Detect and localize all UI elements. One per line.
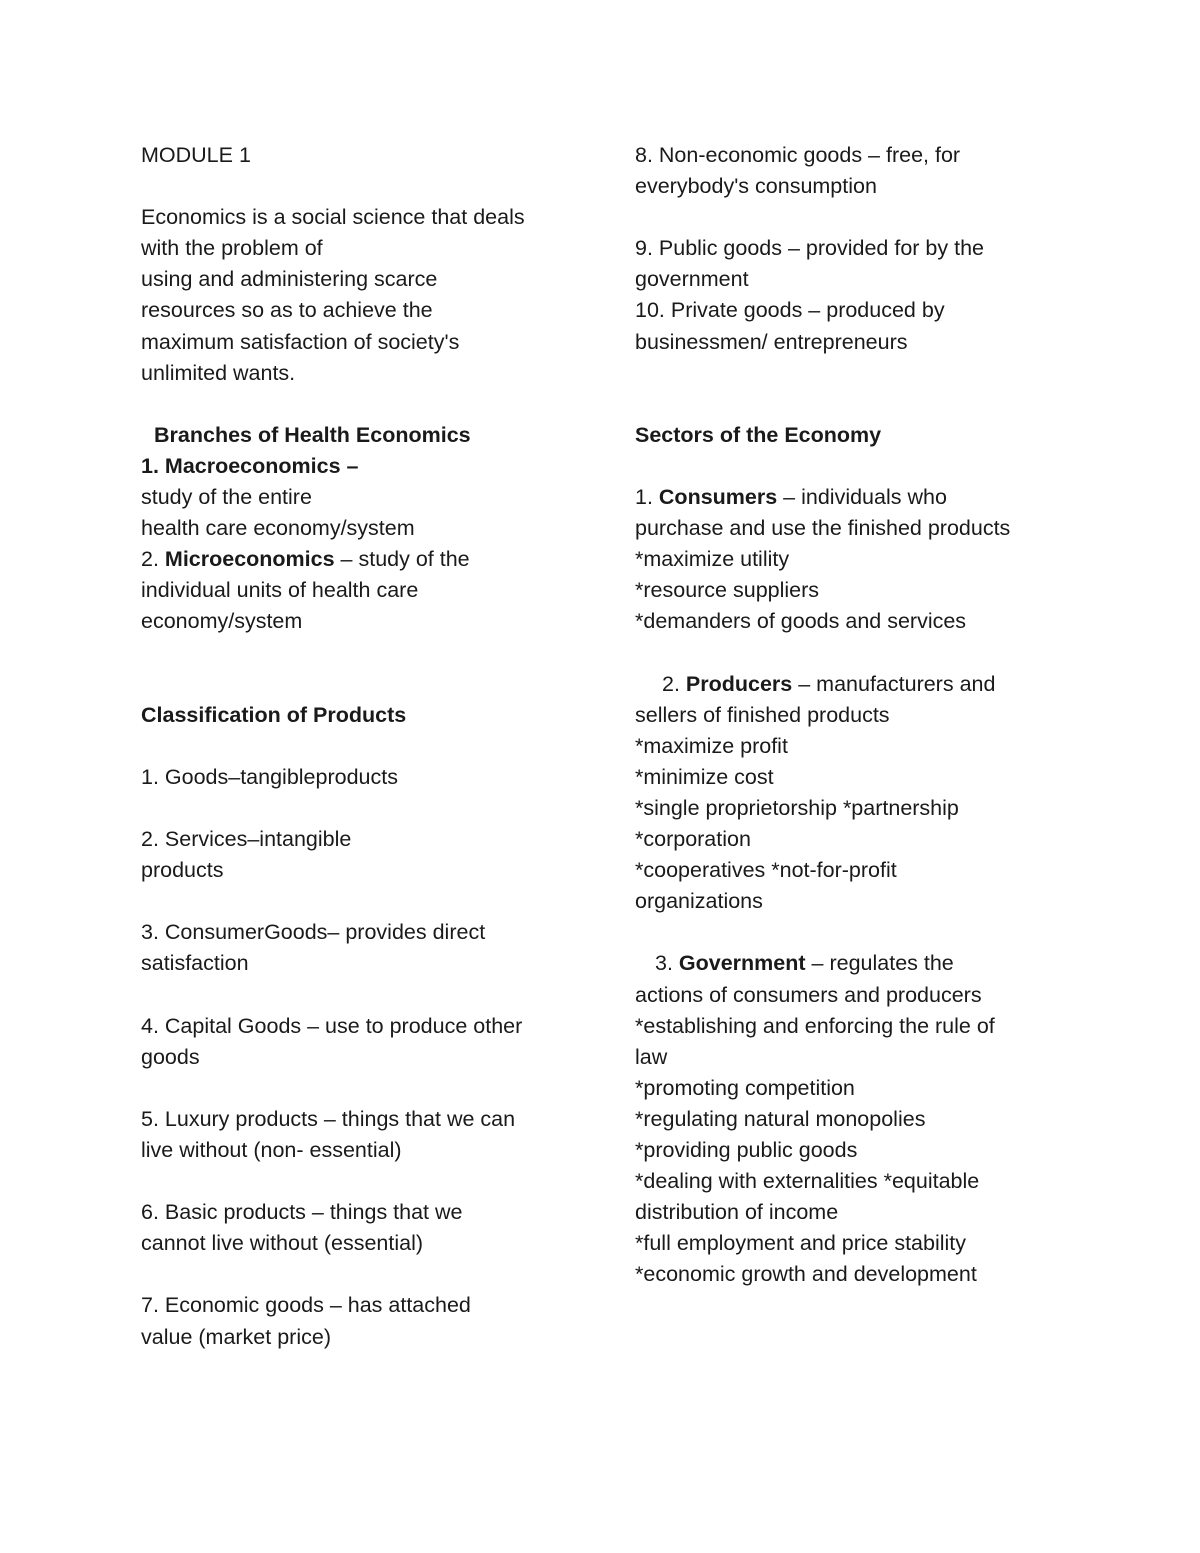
producers-detail: *maximize profit xyxy=(635,733,788,758)
list-item: businessmen/ entrepreneurs xyxy=(635,329,908,354)
government-detail: *economic growth and development xyxy=(635,1262,977,1287)
list-item: 2. Services–intangible xyxy=(141,827,352,852)
microeconomics-desc: economy/system xyxy=(141,609,303,634)
government-detail: *dealing with externalities *equitable xyxy=(635,1169,980,1194)
consumers-detail: purchase and use the finished products xyxy=(635,516,1011,541)
producers-block xyxy=(635,669,1075,918)
consumers-detail: *resource suppliers xyxy=(635,578,820,603)
list-item: satisfaction xyxy=(141,951,249,976)
right-column xyxy=(635,140,1075,1290)
list-item: 5. Luxury products – things that we can xyxy=(141,1106,516,1131)
list-item: 8. Non-economic goods – free, for xyxy=(635,143,961,167)
classification-section xyxy=(141,700,591,1353)
intro-line: maximum satisfaction of society's xyxy=(141,329,460,354)
branches-heading: Branches of Health Economics xyxy=(154,422,471,447)
list-item: 9. Public goods – provided for by the xyxy=(635,236,984,261)
government-term: Government xyxy=(678,951,806,976)
branches-section xyxy=(141,420,591,638)
consumers-block xyxy=(635,482,1075,637)
list-item: 1. Goods–tangibleproducts xyxy=(141,764,398,789)
government-detail: law xyxy=(635,1044,668,1069)
government-detail: *providing public goods xyxy=(635,1138,858,1162)
macroeconomics-desc: study of the entire xyxy=(141,485,312,510)
producers-detail: *corporation xyxy=(635,827,751,852)
consumers-line: 1. Consumers – individuals who xyxy=(635,485,947,510)
intro-line: with the problem of xyxy=(141,236,323,261)
list-item: value (market price) xyxy=(141,1324,331,1349)
sectors-section xyxy=(635,420,1075,1291)
list-item: 4. Capital Goods – use to produce other xyxy=(141,1013,523,1038)
sectors-heading: Sectors of the Economy xyxy=(635,422,882,447)
government-line: 3. Government – regulates the xyxy=(655,951,954,976)
left-column xyxy=(141,140,591,1353)
producers-detail: *cooperatives *not-for-profit xyxy=(635,858,897,883)
government-detail: *promoting competition xyxy=(635,1075,855,1100)
list-item: government xyxy=(635,267,749,292)
intro-paragraph xyxy=(141,202,591,389)
macroeconomics-desc: health care economy/system xyxy=(141,516,415,541)
module-title: MODULE 1 xyxy=(141,143,251,167)
list-item: 7. Economic goods – has attached xyxy=(141,1293,471,1318)
producers-term: Producers xyxy=(685,671,793,696)
producers-detail: sellers of finished products xyxy=(635,702,890,727)
list-item: 10. Private goods – produced by xyxy=(635,298,945,323)
producers-detail: *minimize cost xyxy=(635,764,774,789)
list-item: everybody's consumption xyxy=(635,174,877,199)
producers-detail: *single proprietorship *partnership xyxy=(635,795,959,820)
intro-line: resources so as to achieve the xyxy=(141,298,433,323)
microeconomics-desc: individual units of health care xyxy=(141,578,419,603)
list-item: goods xyxy=(141,1044,200,1069)
microeconomics-term: Microeconomics xyxy=(164,547,335,572)
list-item: live without (non- essential) xyxy=(141,1138,402,1162)
intro-line: Economics is a social science that deals xyxy=(141,205,525,230)
intro-line: using and administering scarce xyxy=(141,267,438,292)
government-block xyxy=(635,948,1075,1290)
government-detail: *regulating natural monopolies xyxy=(635,1106,926,1131)
list-item: 3. ConsumerGoods– provides direct xyxy=(141,920,486,945)
consumers-detail: *maximize utility xyxy=(635,547,790,572)
producers-detail: organizations xyxy=(635,889,763,914)
consumers-term: Consumers xyxy=(658,485,778,510)
government-detail: distribution of income xyxy=(635,1200,839,1225)
classification-heading: Classification of Products xyxy=(141,702,407,727)
consumers-detail: *demanders of goods and services xyxy=(635,609,967,634)
intro-line: unlimited wants. xyxy=(141,360,296,385)
list-item: cannot live without (essential) xyxy=(141,1231,424,1256)
government-detail: actions of consumers and producers xyxy=(635,982,982,1007)
government-detail: *establishing and enforcing the rule of xyxy=(635,1013,995,1038)
macroeconomics-term: 1. Macroeconomics – xyxy=(141,453,359,478)
list-item: 6. Basic products – things that we xyxy=(141,1200,463,1225)
microeconomics-line: 2. Microeconomics – study of the xyxy=(141,547,470,572)
producers-line: 2. Producers – manufacturers and xyxy=(662,671,996,696)
goods-continued xyxy=(635,140,1075,358)
list-item: products xyxy=(141,858,224,883)
government-detail: *full employment and price stability xyxy=(635,1231,967,1256)
